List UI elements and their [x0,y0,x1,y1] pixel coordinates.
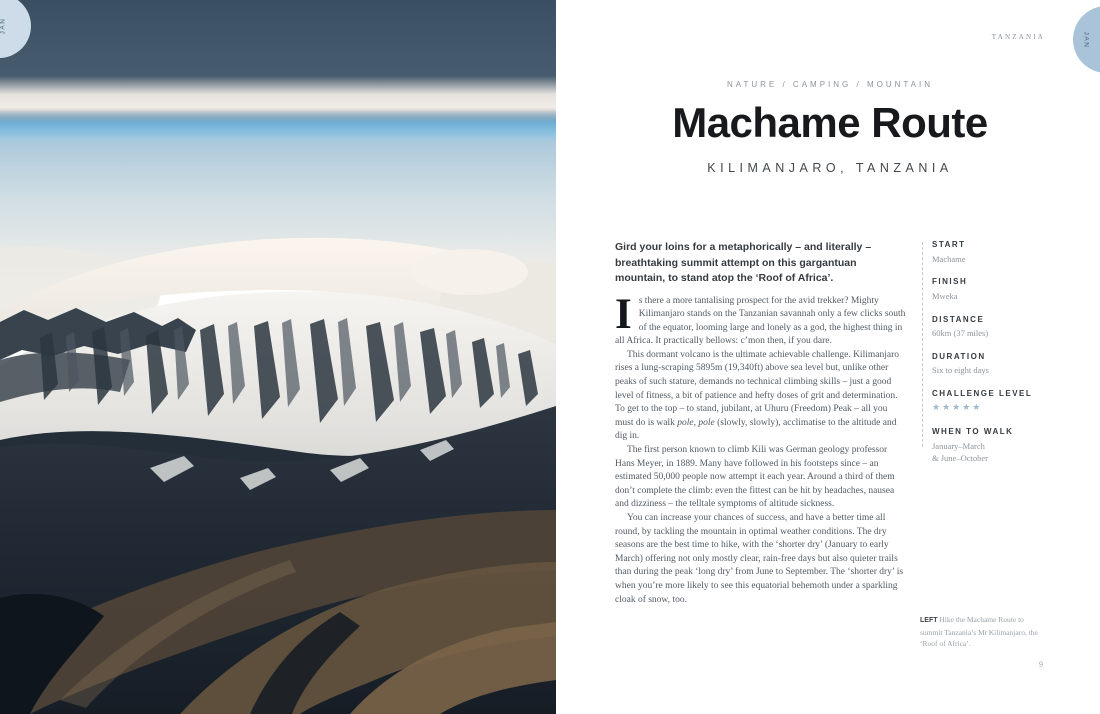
stat-value: Six to eight days [932,365,989,376]
stat-item [932,389,1057,415]
right-page [556,0,1100,714]
article-paragraph: Is there a more tantalising prospect for the avid trekker? Mighty Kilimanjaro stands on the Tanzanian savannah only a few clicks south of the equator, looming large and lonely as a god, the highest thing in all Africa. It practically bellows: c’mon then, if you dare. [615,290,906,347]
stat-label: DISTANCE [932,314,985,324]
stat-value: Mweka [932,290,958,301]
stat-label: DURATION [932,351,986,361]
stat-value: January–March & June–October [932,440,988,464]
article-paragraph: This dormant volcano is the ultimate achievable challenge. Kilimanjaro rises a lung-scraping 5895m (19,340ft) above sea level but, unlike other peaks of such stature, demands no technical climbing skills – just a good level of fitness, a bit of patience and hefty doses of grit and determination. To get to the top – to stand, jubilant, at Uhuru (Freedom) Peak – all you must do is walk pole, pole (slowly, slowly), acclimatise to the altitude and dig in. [615,349,899,442]
stat-item [932,315,1057,340]
caption-prefix: LEFT [920,617,938,624]
article-paragraph: The first person known to climb Kili was German geology professor Hans Meyer, in 1889. Many have followed in his footsteps since – an estimated 50,000 people now attempt it each year. Around a third of them don’t complete the climb: even the fittest can be hit by headaches, nausea and dizziness – the telltale symptoms of altitude sickness. [615,445,895,510]
stat-label: START [932,240,966,249]
article-category: NATURE / CAMPING / MOUNTAIN [726,80,934,89]
month-tab-label: JAN [0,17,7,35]
stat-label: CHALLENGE LEVEL [932,389,1033,398]
article-paragraph: You can increase your chances of success, and have a better time all round, by tackling the mountain in optimal weather conditions. The dry seasons are the best time to hike, with the ‘shorter dry’ (January to early March) offering not only mostly clear, rain-free days but also quieter trails than during the peak ‘long dry’ from June to September. The ‘shorter dry’ is when you’re more likely to see this equatorial behemoth under a sparkling cloak of snow, too. [615,513,904,605]
stat-label: FINISH [932,277,968,287]
dashed-divider [922,242,923,447]
month-tab-jan-right [1073,6,1100,73]
article-body [615,290,907,608]
stat-label: WHEN TO WALK [932,427,1014,436]
heading-block [615,80,1045,175]
stat-item [932,427,1057,465]
drop-cap: I [615,290,632,338]
stat-item [932,277,1057,302]
article-title: Machame Route [672,99,988,146]
stat-item [932,240,1057,265]
article-subtitle: KILIMANJARO, TANZANIA [707,161,953,175]
stats-list [932,240,1057,477]
page-number: 9 [1039,660,1043,669]
running-head: TANZANIA [991,33,1045,41]
caption-text: Hike the Machame Route to summit Tanzania’s Mt Kilimanjaro, the ‘Roof of Africa’. [920,615,1038,649]
stat-value: 60km (37 miles) [932,328,989,338]
article-intro: Gird your loins for a metaphorically – and literally – breathtaking summit attempt on this gargantuan mountain, to stand atop the ‘Roof of Africa’. [615,241,872,284]
stat-value: Machame [932,253,966,264]
month-tab-label: JAN [1082,31,1090,48]
challenge-stars: ★★★★★ [932,402,983,413]
stat-item [932,352,1057,377]
article-column [615,240,907,607]
photo-caption [920,614,1038,650]
